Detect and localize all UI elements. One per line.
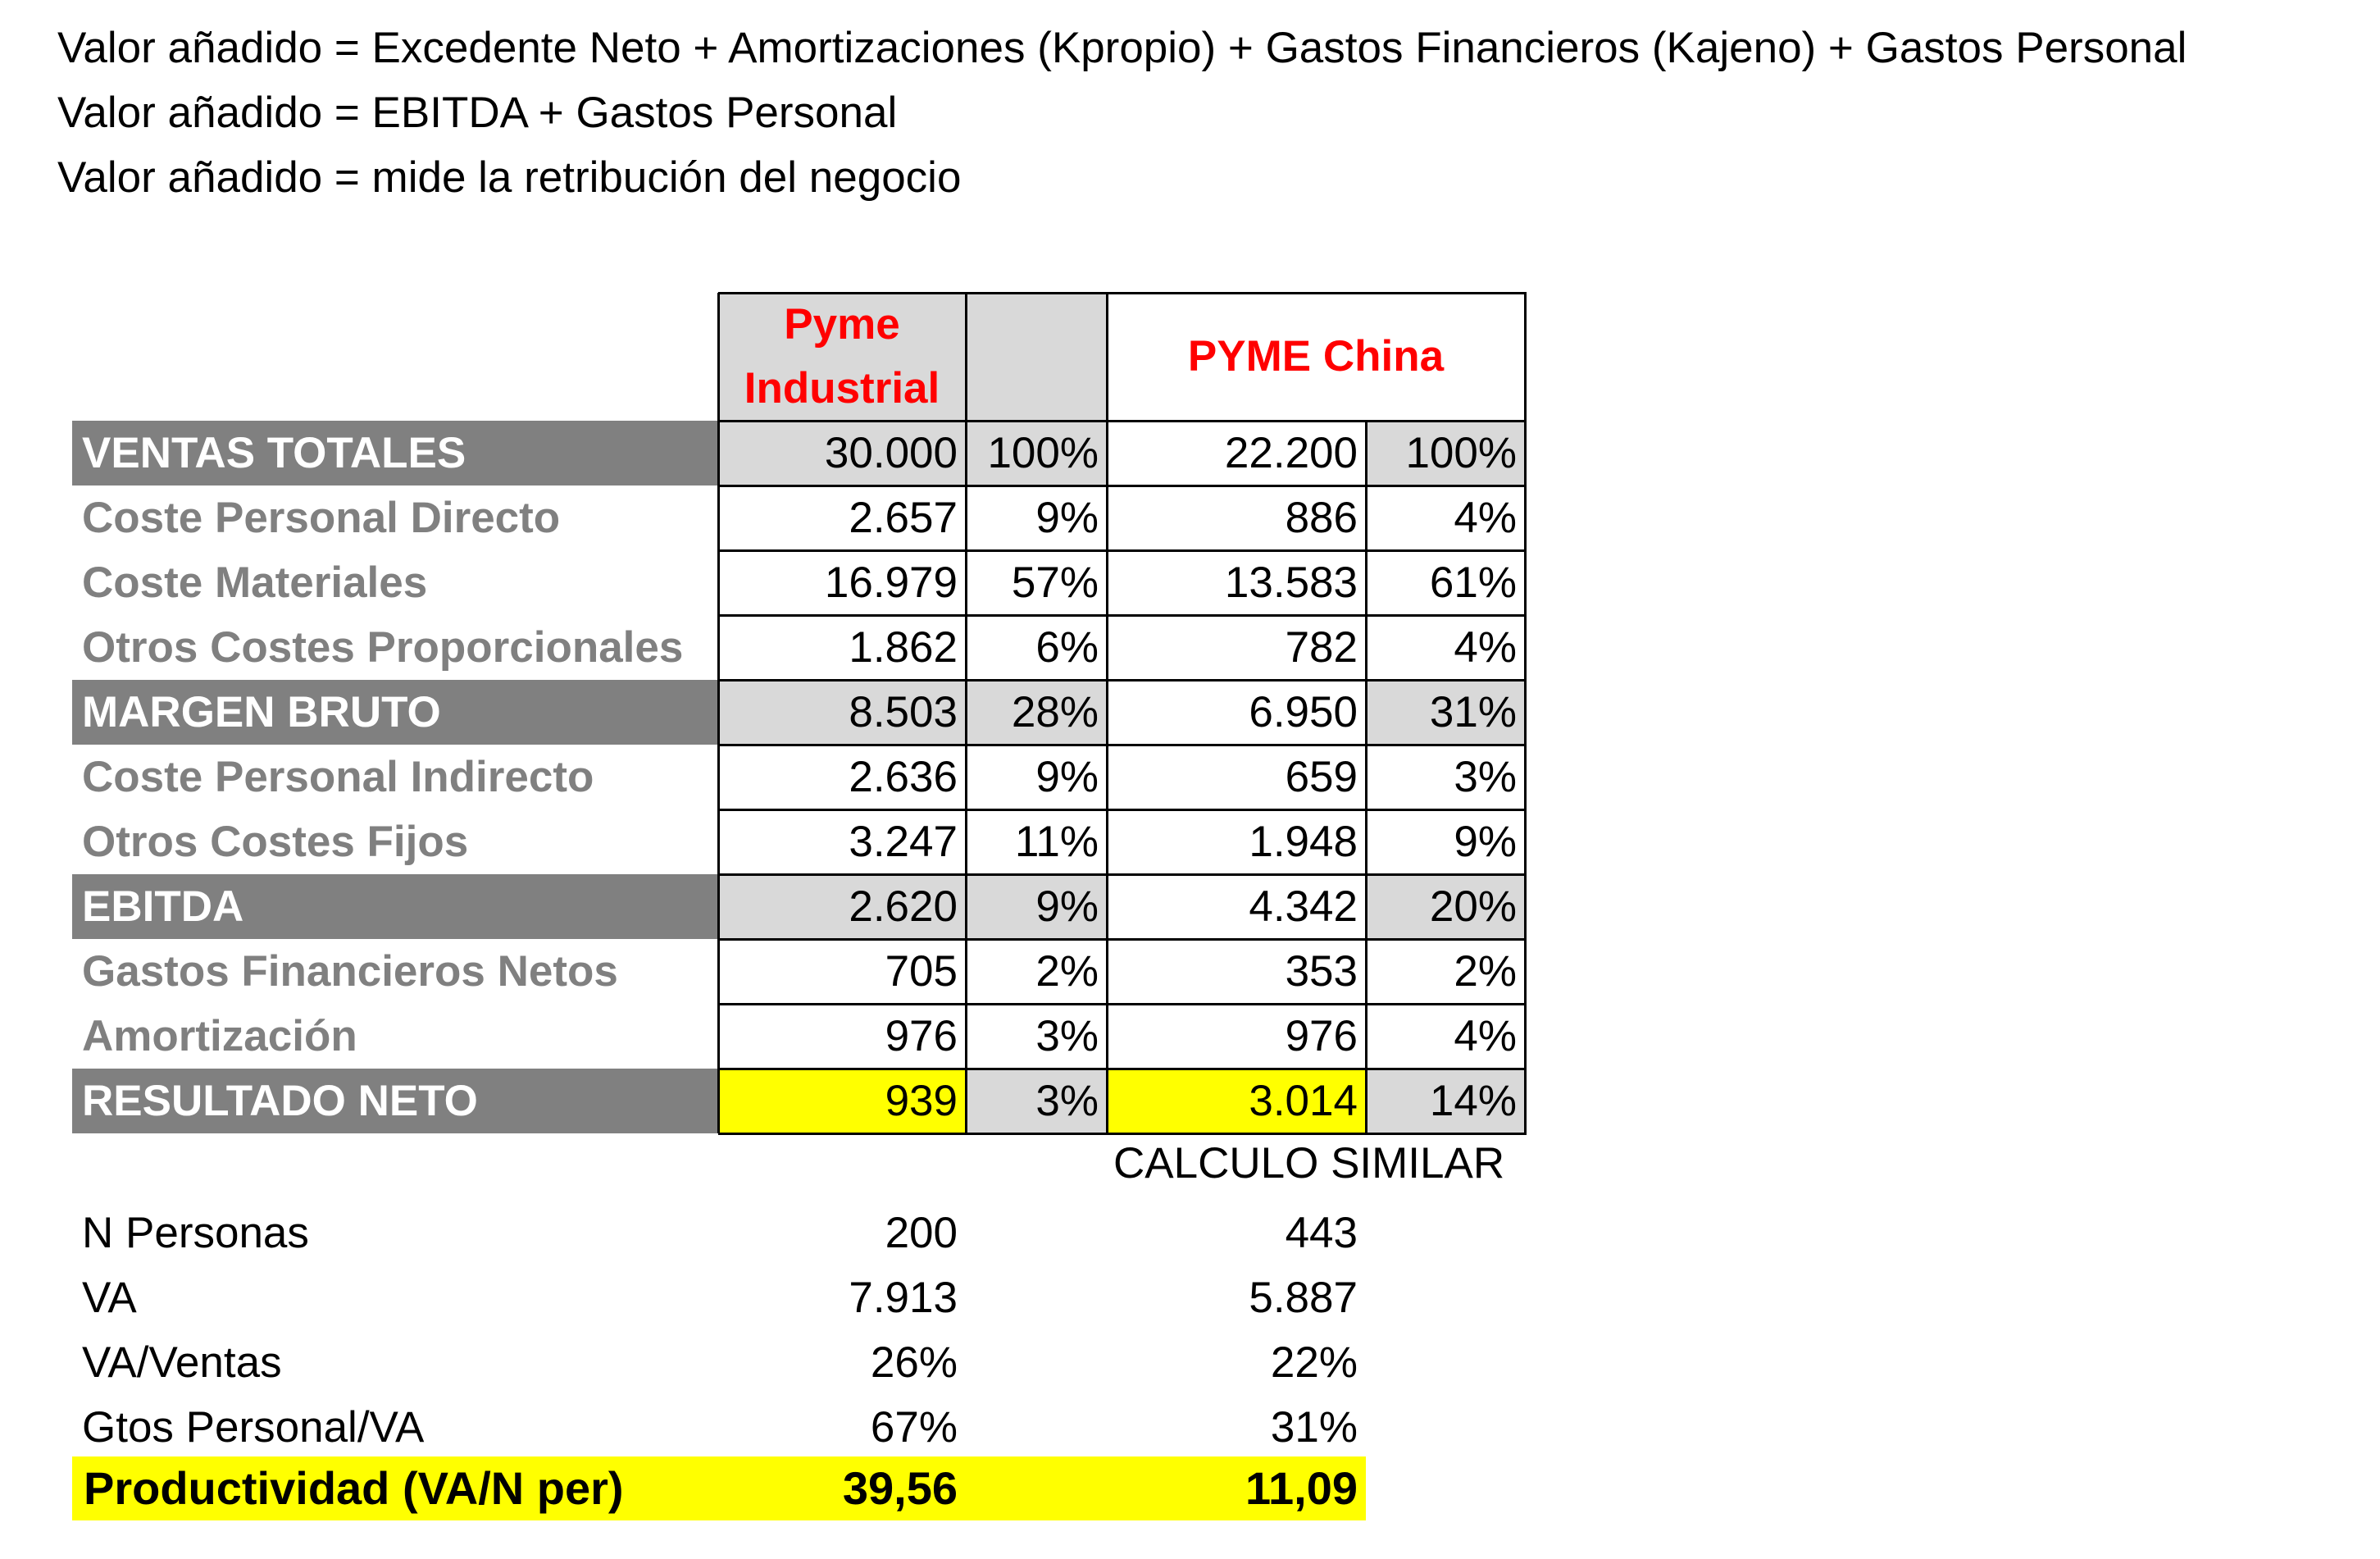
- row-label: EBITDA: [72, 874, 718, 939]
- china-percent: 3%: [1366, 745, 1525, 809]
- calculo-similar-note: CALCULO SIMILAR: [1113, 1138, 1505, 1187]
- formula-1: Valor añadido = Excedente Neto + Amortizaciones (Kpropio) + Gastos Financieros (Kajeno) + Gastos Personal: [57, 24, 2187, 72]
- grid-vline: [1106, 293, 1108, 1133]
- pyme-value: 2.636: [718, 745, 966, 809]
- grid-hline: [718, 938, 1527, 941]
- china-value: 353: [1107, 939, 1366, 1004]
- pyme-value: 8.503: [718, 680, 966, 745]
- stat-pyme: 7.913: [849, 1274, 958, 1322]
- grid-vline: [717, 293, 720, 1133]
- row-label: VENTAS TOTALES: [72, 421, 718, 485]
- grid-vline: [1365, 421, 1367, 1133]
- stat-china: 443: [1285, 1209, 1358, 1257]
- row-label: Coste Materiales: [82, 558, 428, 607]
- grid-hline: [718, 549, 1527, 552]
- china-percent: 31%: [1366, 680, 1525, 745]
- china-value: 886: [1107, 485, 1366, 550]
- grid-hline: [718, 292, 1527, 294]
- row-label: MARGEN BRUTO: [72, 680, 718, 745]
- china-value: 4.342: [1107, 874, 1366, 939]
- stat-label: N Personas: [82, 1209, 309, 1257]
- formula-3: Valor añadido = mide la retribución del negocio: [57, 153, 962, 202]
- productividad-china: 11,09: [1245, 1462, 1358, 1514]
- row-label: Gastos Financieros Netos: [82, 947, 618, 996]
- china-value: 782: [1107, 615, 1366, 680]
- pyme-value: 976: [718, 1004, 966, 1069]
- productividad-label: Productividad (VA/N per): [84, 1462, 624, 1514]
- stat-label: Gtos Personal/VA: [82, 1403, 425, 1452]
- china-value: 659: [1107, 745, 1366, 809]
- pyme-percent: 11%: [966, 809, 1107, 874]
- china-value: 13.583: [1107, 550, 1366, 615]
- row-label: Otros Costes Proporcionales: [82, 623, 684, 672]
- pyme-percent: 100%: [966, 421, 1107, 485]
- pyme-value: 16.979: [718, 550, 966, 615]
- china-percent: 61%: [1366, 550, 1525, 615]
- pyme-percent: 3%: [966, 1069, 1107, 1133]
- productividad-pyme: 39,56: [842, 1462, 958, 1514]
- pyme-value: 1.862: [718, 615, 966, 680]
- stat-pyme: 26%: [870, 1338, 958, 1387]
- header-pyme-china: PYME China: [1187, 332, 1445, 381]
- pyme-percent: 9%: [966, 874, 1107, 939]
- grid-vline: [1524, 293, 1527, 1133]
- pyme-percent: 9%: [966, 745, 1107, 809]
- china-percent: 9%: [1366, 809, 1525, 874]
- pyme-value: 939: [718, 1069, 966, 1133]
- pyme-percent: 9%: [966, 485, 1107, 550]
- china-value: 3.014: [1107, 1069, 1366, 1133]
- china-percent: 100%: [1366, 421, 1525, 485]
- stat-china: 31%: [1270, 1403, 1358, 1452]
- china-value: 1.948: [1107, 809, 1366, 874]
- pyme-percent: 6%: [966, 615, 1107, 680]
- stat-label: VA/Ventas: [82, 1338, 282, 1387]
- china-percent: 4%: [1366, 485, 1525, 550]
- pyme-value: 30.000: [718, 421, 966, 485]
- stat-china: 22%: [1270, 1338, 1358, 1387]
- pyme-value: 2.620: [718, 874, 966, 939]
- pyme-value: 705: [718, 939, 966, 1004]
- pyme-value: 3.247: [718, 809, 966, 874]
- china-percent: 4%: [1366, 1004, 1525, 1069]
- grid-hline: [718, 809, 1527, 811]
- china-percent: 14%: [1366, 1069, 1525, 1133]
- grid-hline: [718, 614, 1527, 617]
- stat-label: VA: [82, 1274, 137, 1322]
- header-blank-cell: [966, 293, 1107, 421]
- grid-hline: [718, 1003, 1527, 1005]
- grid-hline: [718, 679, 1527, 681]
- china-value: 976: [1107, 1004, 1366, 1069]
- pyme-percent: 3%: [966, 1004, 1107, 1069]
- china-value: 22.200: [1107, 421, 1366, 485]
- china-value: 6.950: [1107, 680, 1366, 745]
- grid-hline: [718, 1133, 1527, 1135]
- pyme-percent: 57%: [966, 550, 1107, 615]
- formula-2: Valor añadido = EBITDA + Gastos Personal: [57, 89, 898, 137]
- pyme-percent: 28%: [966, 680, 1107, 745]
- china-percent: 20%: [1366, 874, 1525, 939]
- row-label: Otros Costes Fijos: [82, 818, 469, 866]
- grid-vline: [965, 293, 967, 1133]
- china-percent: 4%: [1366, 615, 1525, 680]
- stat-pyme: 200: [885, 1209, 958, 1257]
- header-pyme-industrial: Pyme Industrial: [744, 300, 940, 413]
- grid-hline: [718, 420, 1527, 422]
- grid-hline: [718, 485, 1527, 487]
- stat-china: 5.887: [1249, 1274, 1358, 1322]
- pyme-percent: 2%: [966, 939, 1107, 1004]
- row-label: Coste Personal Indirecto: [82, 753, 594, 801]
- row-label: RESULTADO NETO: [72, 1069, 718, 1133]
- stat-pyme: 67%: [870, 1403, 958, 1452]
- grid-hline: [718, 873, 1527, 876]
- pyme-value: 2.657: [718, 485, 966, 550]
- row-label: Coste Personal Directo: [82, 494, 561, 542]
- china-percent: 2%: [1366, 939, 1525, 1004]
- row-label: Amortización: [82, 1012, 357, 1060]
- grid-hline: [718, 744, 1527, 746]
- grid-hline: [718, 1068, 1527, 1070]
